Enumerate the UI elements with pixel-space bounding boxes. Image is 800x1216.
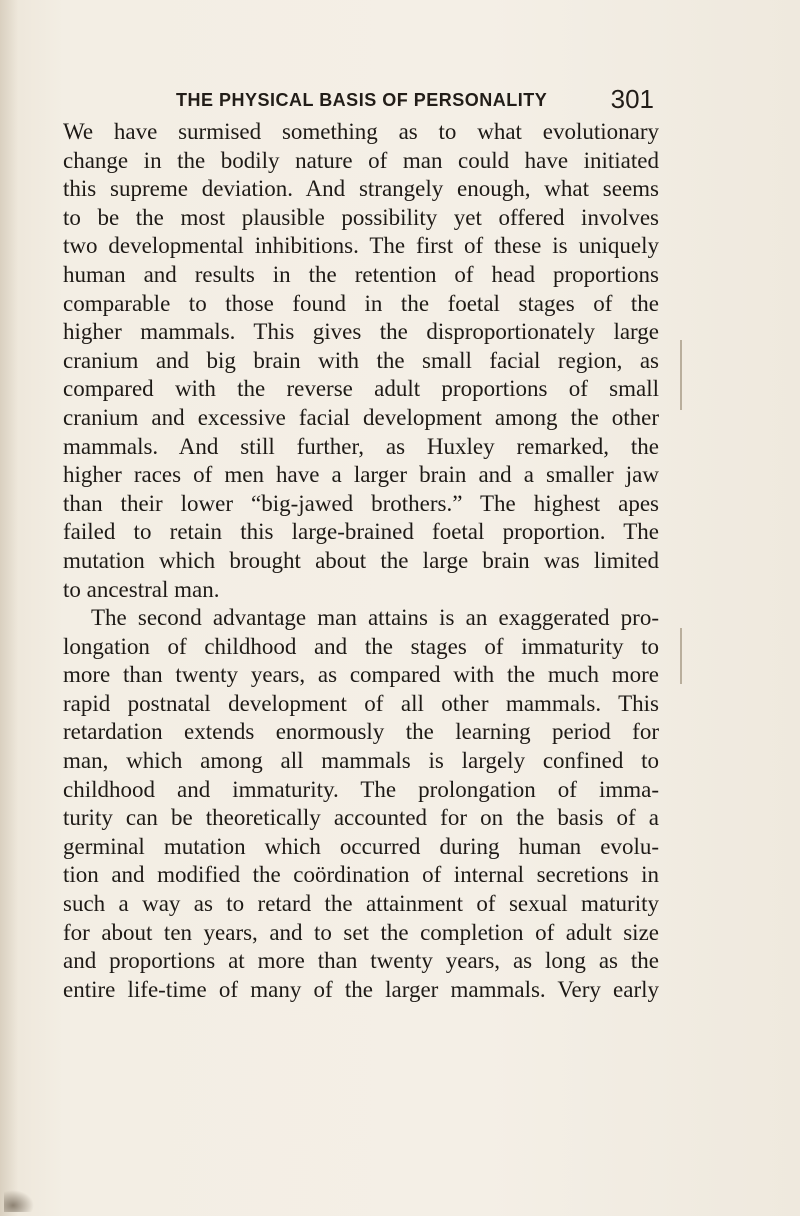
text-line: higher races of men have a larger brain and a smaller jaw (63, 462, 659, 488)
text-line: more than twenty years, as compared with the much more (63, 662, 659, 688)
running-head: THE PHYSICAL BASIS OF PERSONALITY (176, 90, 548, 110)
text-line: man, which among all mammals is largely confined to (63, 748, 659, 774)
text-line: compared with the reverse adult proportions of small (63, 376, 659, 402)
text-line: to be the most plausible possibility yet offered involves (63, 204, 659, 230)
text-line: failed to retain this large-brained foetal proportion. The (63, 519, 659, 545)
text-line: longation of childhood and the stages of immaturity to (63, 633, 659, 659)
text-line: change in the bodily nature of man could have initiated (63, 147, 659, 173)
text-line: for about ten years, and to set the completion of adult size (63, 919, 659, 945)
text-line: retardation extends enormously the learning period for (63, 719, 659, 745)
text-line: cranium and excessive facial development among the other (63, 404, 659, 430)
text-line: two developmental inhibitions. The first of these is uniquely (63, 233, 659, 259)
text-line: such a way as to retard the attainment of sexual maturity (63, 891, 659, 917)
text-line: entire life-time of many of the larger mammals. Very early (63, 976, 659, 1002)
text-line: human and results in the retention of head proportions (63, 261, 659, 287)
page-number: 301 (610, 84, 654, 114)
corner-smudge (4, 1190, 34, 1212)
text-line: germinal mutation which occurred during human evolu- (63, 833, 659, 859)
text-line: turity can be theoretically accounted for on the basis of a (63, 805, 659, 831)
text-line: childhood and immaturity. The prolongation of imma- (63, 776, 659, 802)
text-line: cranium and big brain with the small facial region, as (63, 347, 659, 373)
text-line: tion and modified the coördination of internal secretions in (63, 862, 659, 888)
page-header (148, 84, 658, 120)
text-line: mammals. And still further, as Huxley remarked, the (63, 433, 659, 459)
text-line: mutation which brought about the large brain was limited (63, 547, 659, 573)
text-line: rapid postnatal development of all other mammals. This (63, 690, 659, 716)
text-line: than their lower “big-jawed brothers.” The highest apes (63, 490, 659, 516)
margin-pencil-mark (680, 628, 682, 684)
text-line: comparable to those found in the foetal stages of the (63, 290, 659, 316)
spine-shadow (0, 0, 18, 1216)
text-line: We have surmised something as to what evolutionary (63, 119, 659, 144)
text-line: this supreme deviation. And strangely enough, what seems (63, 176, 659, 202)
paragraph-1 (63, 118, 659, 604)
text-line: to ancestral man. (63, 576, 220, 602)
body-text (63, 118, 659, 1004)
margin-pencil-mark (680, 340, 682, 410)
paragraph-2 (63, 604, 659, 1004)
text-line: higher mammals. This gives the disproportionately large (63, 319, 659, 345)
text-line: The second advantage man attains is an exaggerated pro- (91, 605, 659, 631)
text-line: and proportions at more than twenty years, as long as the (63, 948, 659, 974)
